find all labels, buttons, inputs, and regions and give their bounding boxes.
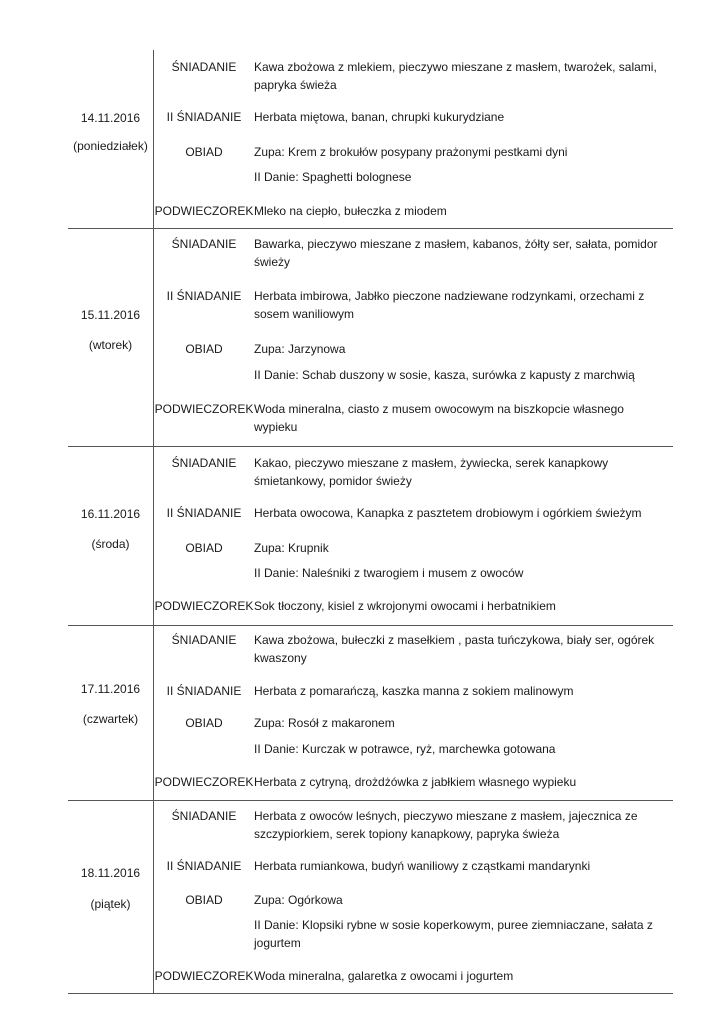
lunch-label: OBIAD — [185, 541, 223, 555]
soup-text: Zupa: Jarzynowa — [254, 342, 346, 356]
day-weekday: (piątek) — [90, 897, 131, 911]
breakfast-text: Kawa zbożowa, bułeczki z masełkiem , pasta tuńczykowa, biały ser, ogórek kwaszony — [254, 633, 655, 665]
snack-text: Woda mineralna, ciasto z musem owocowym na biszkopcie własnego wypieku — [254, 402, 624, 434]
day-block — [68, 228, 673, 447]
main-course-text: II Danie: Schab duszony w sosie, kasza, surówka z kapusty z marchwią — [254, 368, 635, 382]
day-date: 18.11.2016 — [80, 866, 141, 880]
main-course-text: II Danie: Klopsiki rybne w sosie koperkowym, puree ziemniaczane, sałata z jogurtem — [254, 918, 653, 950]
second-breakfast-label: II ŚNIADANIE — [166, 684, 242, 698]
second-breakfast-label: II ŚNIADANIE — [166, 506, 242, 520]
day-date: 16.11.2016 — [80, 507, 141, 521]
day-date: 14.11.2016 — [80, 111, 141, 125]
snack-text: Sok tłoczony, kisiel z wkrojonymi owocami i herbatnikiem — [254, 599, 556, 613]
second-breakfast-text: Herbata rumiankowa, budyń waniliowy z cząstkami mandarynki — [254, 859, 591, 873]
breakfast-label: ŚNIADANIE — [171, 809, 237, 823]
soup-text: Zupa: Krem z brokułów posypany prażonymi pestkami dyni — [254, 145, 568, 159]
day-block — [68, 625, 673, 801]
snack-label: PODWIECZOREK — [154, 969, 254, 983]
second-breakfast-text: Herbata owocowa, Kanapka z pasztetem drobiowym i ogórkiem świeżym — [254, 506, 642, 520]
second-breakfast-label: II ŚNIADANIE — [166, 859, 242, 873]
snack-text: Woda mineralna, galaretka z owocami i jogurtem — [254, 969, 514, 983]
breakfast-text: Kakao, pieczywo mieszane z masłem, żywiecka, serek kanapkowy śmietankowy, pomidor świeży — [254, 456, 609, 488]
breakfast-label: ŚNIADANIE — [171, 456, 237, 470]
second-breakfast-text: Herbata z pomarańczą, kaszka manna z sokiem malinowym — [254, 684, 574, 698]
snack-label: PODWIECZOREK — [154, 204, 254, 218]
snack-label: PODWIECZOREK — [154, 599, 254, 613]
breakfast-label: ŚNIADANIE — [171, 60, 237, 74]
snack-text: Herbata z cytryną, drożdżówka z jabłkiem własnego wypieku — [254, 775, 577, 789]
column-divider — [153, 625, 154, 800]
main-course-text: II Danie: Kurczak w potrawce, ryż, marchewka gotowana — [254, 742, 556, 756]
soup-text: Zupa: Krupnik — [254, 541, 329, 555]
breakfast-label: ŚNIADANIE — [171, 237, 237, 251]
lunch-label: OBIAD — [185, 716, 223, 730]
breakfast-text: Bawarka, pieczywo mieszane z masłem, kabanos, żółty ser, sałata, pomidor świeży — [254, 237, 658, 269]
day-weekday: (czwartek) — [82, 712, 139, 726]
soup-text: Zupa: Ogórkowa — [254, 893, 343, 907]
soup-text: Zupa: Rosół z makaronem — [254, 716, 395, 730]
second-breakfast-text: Herbata miętowa, banan, chrupki kukurydziane — [254, 110, 505, 124]
breakfast-text: Kawa zbożowa z mlekiem, pieczywo mieszane z masłem, twarożek, salami, papryka świeża — [254, 60, 657, 92]
lunch-label: OBIAD — [185, 145, 223, 159]
snack-label: PODWIECZOREK — [154, 402, 254, 416]
day-block — [68, 446, 673, 626]
day-block — [68, 50, 673, 229]
snack-label: PODWIECZOREK — [154, 775, 254, 789]
day-weekday: (środa) — [91, 537, 130, 551]
second-breakfast-label: II ŚNIADANIE — [166, 110, 242, 124]
day-weekday: (poniedziałek) — [73, 139, 148, 153]
lunch-label: OBIAD — [185, 342, 223, 356]
day-date: 17.11.2016 — [80, 682, 141, 696]
breakfast-label: ŚNIADANIE — [171, 633, 237, 647]
main-course-text: II Danie: Naleśniki z twarogiem i musem z owoców — [254, 566, 524, 580]
day-date: 15.11.2016 — [80, 308, 141, 322]
breakfast-text: Herbata z owoców leśnych, pieczywo mieszane z masłem, jajecznica ze szczypiorkiem, serek topiony kanapkowy, papryka świeża — [254, 809, 638, 841]
day-weekday: (wtorek) — [88, 338, 133, 352]
column-divider — [153, 50, 154, 228]
lunch-label: OBIAD — [185, 893, 223, 907]
second-breakfast-text: Herbata imbirowa, Jabłko pieczone nadziewane rodzynkami, orzechami z sosem waniliowym — [254, 289, 645, 321]
second-breakfast-label: II ŚNIADANIE — [166, 289, 242, 303]
main-course-text: II Danie: Spaghetti bolognese — [254, 170, 412, 184]
day-block — [68, 800, 673, 994]
snack-text: Mleko na ciepło, bułeczka z miodem — [254, 204, 447, 218]
